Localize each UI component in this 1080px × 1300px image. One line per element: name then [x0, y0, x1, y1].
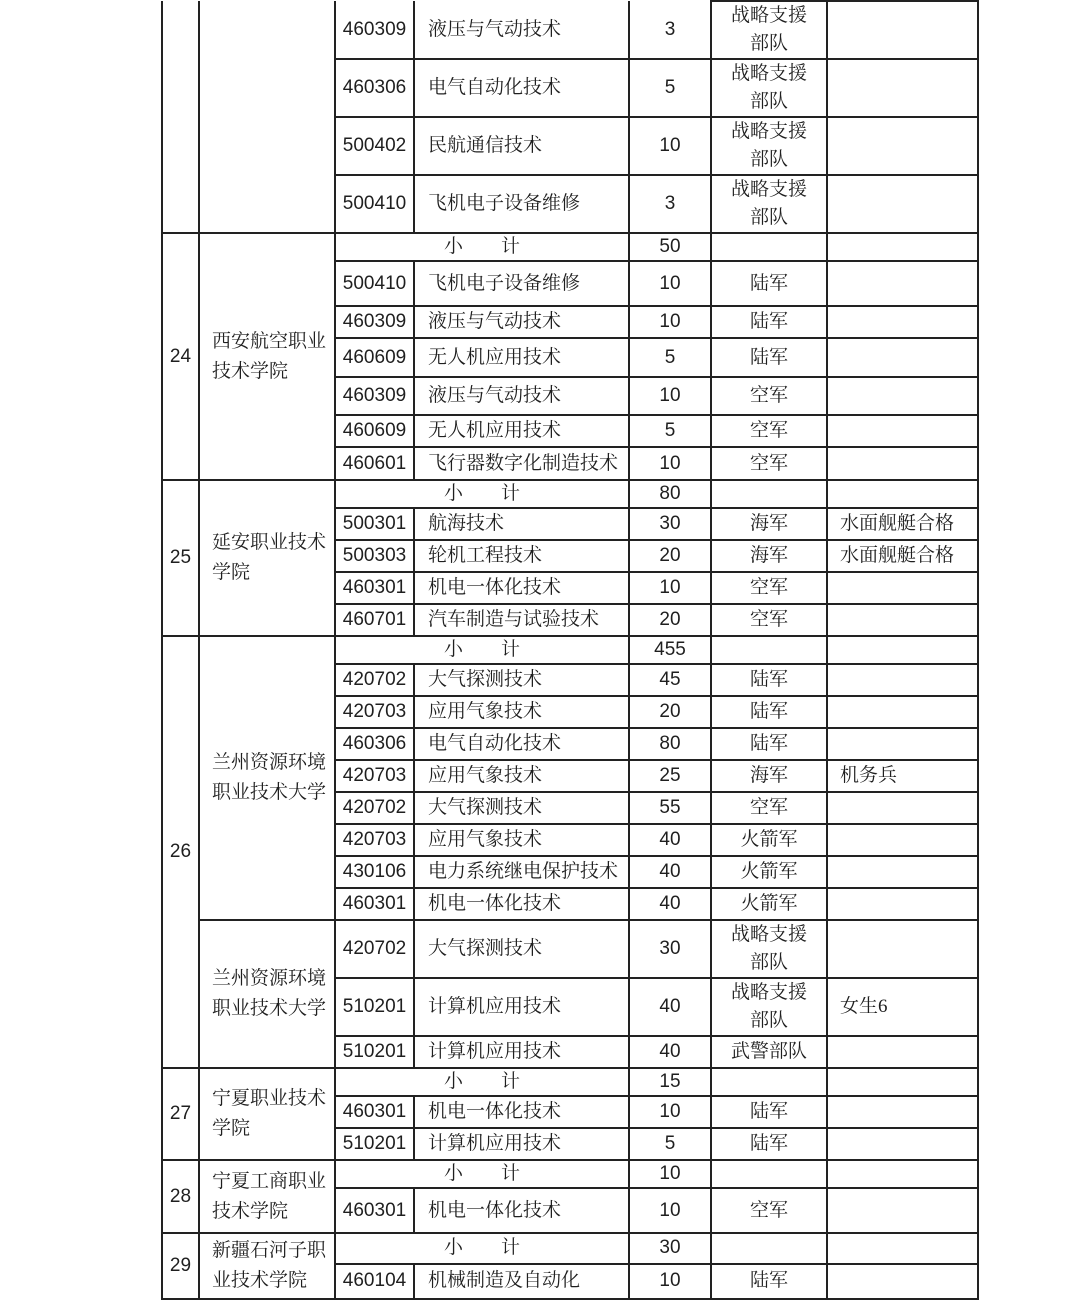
cell-remark: 水面舰艇合格 — [827, 508, 978, 540]
cell-major: 无人机应用技术 — [414, 338, 629, 377]
cell-code: 460609 — [335, 338, 414, 377]
cell-branch — [711, 636, 827, 664]
cell-count: 20 — [629, 696, 711, 728]
cell-major: 应用气象技术 — [414, 760, 629, 792]
cell-code: 500410 — [335, 261, 414, 306]
cell-subtotal-count: 15 — [629, 1068, 711, 1096]
cell-count: 5 — [629, 415, 711, 447]
cell-section-no: 25 — [162, 480, 199, 636]
cell-remark — [827, 233, 978, 261]
cell-branch — [711, 1036, 827, 1068]
cell-code: 460306 — [335, 59, 414, 117]
cell-section-no: 24 — [162, 233, 199, 480]
cell-major: 无人机应用技术 — [414, 415, 629, 447]
subtotal-row — [162, 1068, 978, 1096]
cell-major: 电气自动化技术 — [414, 59, 629, 117]
cell-remark — [827, 1, 978, 59]
cell-branch — [711, 447, 827, 480]
cell-count: 3 — [629, 1, 711, 59]
branch-text: 武警部队 — [730, 1041, 807, 1062]
cell-major: 液压与气动技术 — [414, 306, 629, 338]
section-24 — [162, 233, 978, 480]
cell-remark — [827, 1128, 978, 1160]
cell-code: 460309 — [335, 377, 414, 415]
branch-text: 海军 — [749, 513, 788, 534]
cell-remark — [827, 338, 978, 377]
branch-text: 陆军 — [749, 311, 788, 332]
section-29 — [162, 1233, 978, 1299]
cell-branch — [711, 233, 827, 261]
cell-remark — [827, 59, 978, 117]
cell-subtotal-label: 小 计 — [335, 636, 629, 664]
cell-major: 航海技术 — [414, 508, 629, 540]
cell-section-no: 26 — [162, 636, 199, 1068]
branch-text: 陆军 — [749, 1270, 788, 1292]
cell-count: 55 — [629, 792, 711, 824]
cell-subtotal-label: 小 计 — [335, 1233, 629, 1264]
cell-branch — [711, 1068, 827, 1096]
cell-section-no — [162, 1, 199, 233]
cell-code: 460309 — [335, 306, 414, 338]
branch-text: 空军 — [749, 1199, 788, 1221]
cell-count: 40 — [629, 888, 711, 920]
cell-major: 机械制造及自动化 — [414, 1264, 629, 1299]
cell-branch — [711, 920, 827, 978]
cell-count: 10 — [629, 1264, 711, 1299]
branch-text: 陆军 — [749, 1133, 788, 1154]
cell-remark — [827, 1233, 978, 1264]
table-row — [162, 1, 978, 59]
cell-code: 460104 — [335, 1264, 414, 1299]
cell-remark — [827, 117, 978, 175]
cell-remark — [827, 920, 978, 978]
cell-branch — [711, 856, 827, 888]
cell-branch — [711, 888, 827, 920]
cell-subtotal-count: 80 — [629, 480, 711, 508]
cell-subtotal-label: 小 计 — [335, 480, 629, 508]
subtotal-row — [162, 1160, 978, 1188]
branch-text: 空军 — [749, 420, 788, 441]
cell-subtotal-label: 小 计 — [335, 1160, 629, 1188]
cell-major: 大气探测技术 — [414, 792, 629, 824]
section-top-partial — [162, 1, 978, 233]
cell-branch — [711, 117, 827, 175]
cell-count: 30 — [629, 508, 711, 540]
cell-branch — [711, 508, 827, 540]
cell-branch — [711, 480, 827, 508]
cell-branch — [711, 1160, 827, 1188]
cell-subtotal-count: 10 — [629, 1160, 711, 1188]
cell-remark — [827, 377, 978, 415]
cell-major: 大气探测技术 — [414, 920, 629, 978]
cell-code: 510201 — [335, 1128, 414, 1160]
cell-major: 计算机应用技术 — [414, 978, 629, 1036]
enlistment-quota-table — [161, 0, 979, 1300]
branch-text: 战略支援部队 — [730, 5, 807, 54]
cell-branch — [711, 1233, 827, 1264]
cell-remark — [827, 604, 978, 636]
cell-remark — [827, 480, 978, 508]
branch-text: 火箭军 — [740, 893, 798, 914]
cell-code: 460306 — [335, 728, 414, 760]
cell-remark — [827, 1160, 978, 1188]
cell-branch — [711, 604, 827, 636]
branch-text: 空军 — [749, 609, 788, 630]
cell-code: 460301 — [335, 1096, 414, 1128]
cell-branch — [711, 175, 827, 233]
cell-code: 420702 — [335, 792, 414, 824]
branch-text: 战略支援部队 — [730, 179, 807, 228]
cell-count: 10 — [629, 117, 711, 175]
cell-major: 飞行器数字化制造技术 — [414, 447, 629, 480]
table-row — [162, 920, 978, 978]
cell-count: 10 — [629, 1188, 711, 1233]
cell-subtotal-count: 455 — [629, 636, 711, 664]
cell-school: 兰州资源环境职业技术大学 — [199, 920, 335, 1068]
cell-major: 民航通信技术 — [414, 117, 629, 175]
cell-count: 30 — [629, 920, 711, 978]
branch-text: 陆军 — [749, 733, 788, 754]
cell-code: 500303 — [335, 540, 414, 572]
cell-count: 40 — [629, 824, 711, 856]
cell-branch — [711, 978, 827, 1036]
cell-branch — [711, 1, 827, 59]
cell-branch — [711, 1264, 827, 1299]
cell-major: 电力系统继电保护技术 — [414, 856, 629, 888]
cell-branch — [711, 1096, 827, 1128]
cell-count: 10 — [629, 447, 711, 480]
cell-section-no: 28 — [162, 1160, 199, 1233]
cell-code: 460301 — [335, 572, 414, 604]
cell-remark — [827, 447, 978, 480]
cell-major: 液压与气动技术 — [414, 1, 629, 59]
branch-text: 陆军 — [749, 272, 788, 294]
cell-count: 40 — [629, 978, 711, 1036]
cell-major: 应用气象技术 — [414, 696, 629, 728]
cell-count: 80 — [629, 728, 711, 760]
cell-branch — [711, 338, 827, 377]
branch-text: 空军 — [749, 452, 788, 474]
cell-branch — [711, 760, 827, 792]
subtotal-row — [162, 480, 978, 508]
cell-remark — [827, 792, 978, 824]
cell-major: 电气自动化技术 — [414, 728, 629, 760]
section-26 — [162, 636, 978, 1068]
cell-major: 液压与气动技术 — [414, 377, 629, 415]
subtotal-row — [162, 1233, 978, 1264]
cell-major: 机电一体化技术 — [414, 1096, 629, 1128]
cell-major: 机电一体化技术 — [414, 572, 629, 604]
cell-major: 机电一体化技术 — [414, 888, 629, 920]
branch-text: 火箭军 — [740, 861, 798, 882]
cell-branch — [711, 59, 827, 117]
cell-school: 延安职业技术学院 — [199, 480, 335, 636]
cell-code: 510201 — [335, 1036, 414, 1068]
cell-code: 420703 — [335, 824, 414, 856]
cell-remark — [827, 1096, 978, 1128]
cell-remark — [827, 1036, 978, 1068]
cell-branch — [711, 728, 827, 760]
cell-school: 宁夏工商职业技术学院 — [199, 1160, 335, 1233]
cell-remark — [827, 664, 978, 696]
branch-text: 海军 — [749, 545, 788, 566]
branch-text: 陆军 — [749, 1101, 788, 1122]
cell-subtotal-count: 30 — [629, 1233, 711, 1264]
cell-major: 计算机应用技术 — [414, 1036, 629, 1068]
cell-branch — [711, 1128, 827, 1160]
cell-code: 460609 — [335, 415, 414, 447]
cell-code: 460309 — [335, 1, 414, 59]
cell-school: 兰州资源环境职业技术大学 — [199, 636, 335, 920]
cell-remark — [827, 888, 978, 920]
cell-school — [199, 1, 335, 233]
branch-text: 战略支援部队 — [730, 982, 807, 1031]
cell-count: 45 — [629, 664, 711, 696]
cell-remark — [827, 636, 978, 664]
cell-remark — [827, 1264, 978, 1299]
cell-code: 510201 — [335, 978, 414, 1036]
cell-remark: 女生6 — [827, 978, 978, 1036]
cell-branch — [711, 824, 827, 856]
cell-count: 10 — [629, 261, 711, 306]
cell-count: 40 — [629, 1036, 711, 1068]
cell-remark — [827, 572, 978, 604]
cell-branch — [711, 377, 827, 415]
cell-subtotal-label: 小 计 — [335, 1068, 629, 1096]
cell-code: 420702 — [335, 920, 414, 978]
cell-count: 10 — [629, 306, 711, 338]
cell-branch — [711, 696, 827, 728]
cell-remark — [827, 696, 978, 728]
cell-code: 460301 — [335, 888, 414, 920]
cell-school: 宁夏职业技术学院 — [199, 1068, 335, 1160]
cell-code: 420703 — [335, 696, 414, 728]
cell-remark — [827, 261, 978, 306]
cell-count: 5 — [629, 59, 711, 117]
cell-branch — [711, 415, 827, 447]
cell-major: 计算机应用技术 — [414, 1128, 629, 1160]
cell-count: 5 — [629, 338, 711, 377]
cell-branch — [711, 306, 827, 338]
subtotal-row — [162, 233, 978, 261]
cell-branch — [711, 792, 827, 824]
section-28 — [162, 1160, 978, 1233]
cell-school: 西安航空职业技术学院 — [199, 233, 335, 480]
cell-count: 40 — [629, 856, 711, 888]
branch-text: 战略支援部队 — [730, 924, 807, 973]
cell-count: 25 — [629, 760, 711, 792]
cell-remark — [827, 415, 978, 447]
branch-text: 战略支援部队 — [730, 63, 807, 112]
cell-code: 420703 — [335, 760, 414, 792]
cell-remark — [827, 306, 978, 338]
cell-major: 机电一体化技术 — [414, 1188, 629, 1233]
cell-major: 飞机电子设备维修 — [414, 175, 629, 233]
cell-count: 20 — [629, 540, 711, 572]
cell-section-no: 29 — [162, 1233, 199, 1299]
cell-remark: 机务兵 — [827, 760, 978, 792]
branch-text: 空军 — [749, 385, 788, 406]
cell-major: 应用气象技术 — [414, 824, 629, 856]
section-27 — [162, 1068, 978, 1160]
cell-school: 新疆石河子职业技术学院 — [199, 1233, 335, 1299]
branch-text: 陆军 — [749, 669, 788, 690]
branch-text: 战略支援部队 — [730, 121, 807, 170]
cell-code: 500410 — [335, 175, 414, 233]
branch-text: 火箭军 — [740, 829, 798, 850]
section-25 — [162, 480, 978, 636]
cell-remark: 水面舰艇合格 — [827, 540, 978, 572]
cell-branch — [711, 261, 827, 306]
cell-branch — [711, 664, 827, 696]
cell-count: 10 — [629, 572, 711, 604]
cell-code: 430106 — [335, 856, 414, 888]
cell-remark — [827, 728, 978, 760]
branch-text: 空军 — [749, 577, 788, 598]
cell-code: 460301 — [335, 1188, 414, 1233]
branch-text: 陆军 — [749, 346, 788, 368]
cell-code: 460601 — [335, 447, 414, 480]
cell-count: 5 — [629, 1128, 711, 1160]
cell-branch — [711, 1188, 827, 1233]
cell-count: 10 — [629, 1096, 711, 1128]
cell-major: 大气探测技术 — [414, 664, 629, 696]
cell-remark — [827, 856, 978, 888]
cell-code: 420702 — [335, 664, 414, 696]
cell-code: 500402 — [335, 117, 414, 175]
cell-major: 轮机工程技术 — [414, 540, 629, 572]
cell-major: 飞机电子设备维修 — [414, 261, 629, 306]
cell-branch — [711, 540, 827, 572]
cell-count: 20 — [629, 604, 711, 636]
cell-code: 460701 — [335, 604, 414, 636]
cell-major: 汽车制造与试验技术 — [414, 604, 629, 636]
cell-section-no: 27 — [162, 1068, 199, 1160]
subtotal-row — [162, 636, 978, 664]
branch-text: 海军 — [749, 765, 788, 786]
cell-branch — [711, 572, 827, 604]
cell-subtotal-label: 小 计 — [335, 233, 629, 261]
cell-subtotal-count: 50 — [629, 233, 711, 261]
cell-remark — [827, 175, 978, 233]
cell-remark — [827, 1068, 978, 1096]
branch-text: 空军 — [749, 797, 788, 818]
cell-code: 500301 — [335, 508, 414, 540]
cell-count: 3 — [629, 175, 711, 233]
branch-text: 陆军 — [749, 701, 788, 722]
cell-remark — [827, 824, 978, 856]
cell-remark — [827, 1188, 978, 1233]
cell-count: 10 — [629, 377, 711, 415]
